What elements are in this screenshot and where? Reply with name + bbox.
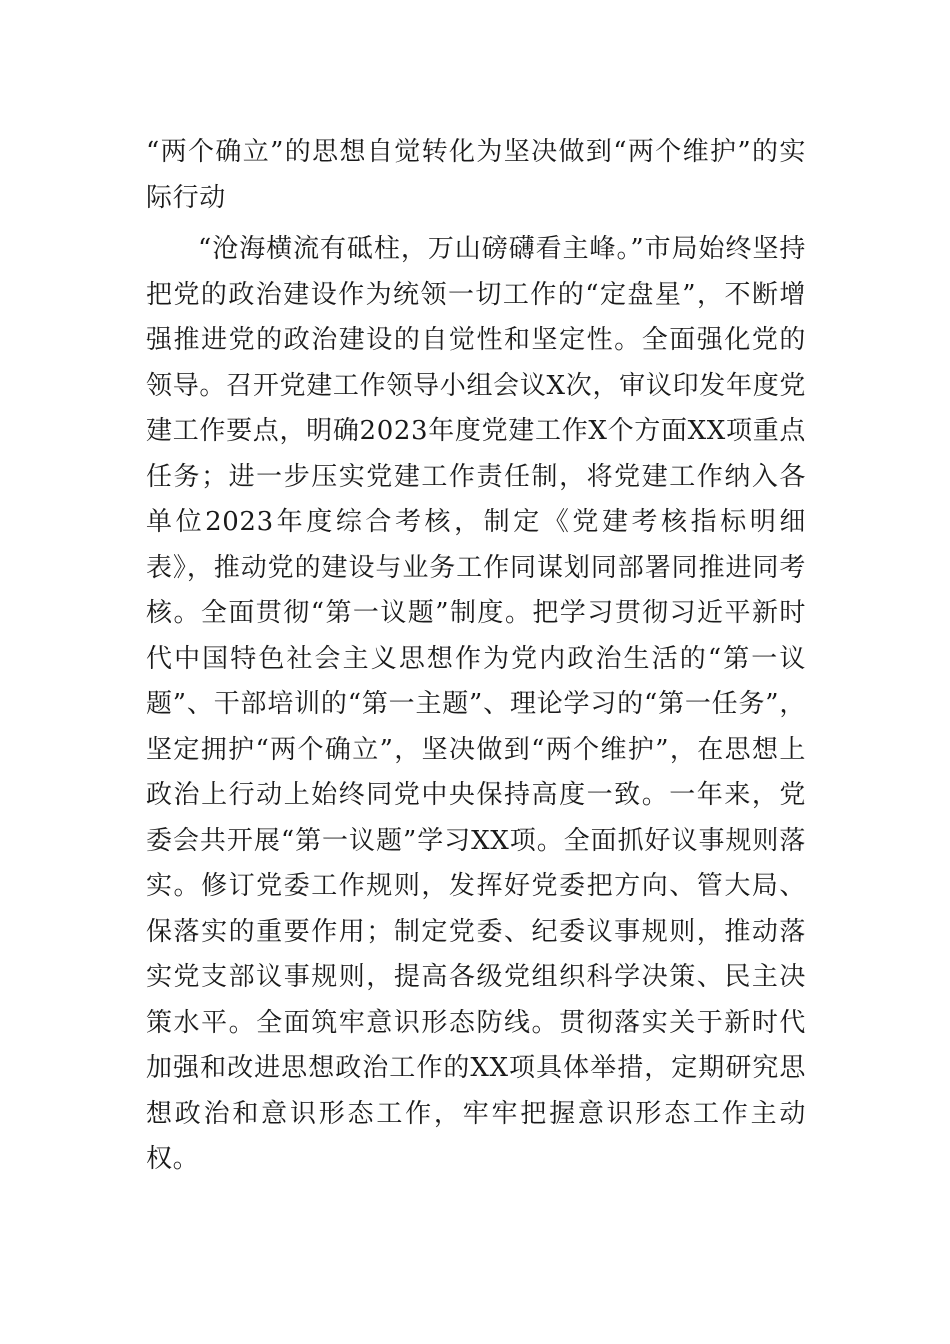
body-paragraph: “沧海横流有砥柱，万山磅礴看主峰。”市局始终坚持把党的政治建设作为统领一切工作的“定盘星”，不断增强推进党的政治建设的自觉性和坚定性。全面强化党的领导。召开党建工作领导小组会议X次，审议印发年度党建工作要点，明确2023年度党建工作X个方面XX项重点任务；进一步压实党建工作责任制，将党建工作纳入各单位2023年度综合考核，制定《党建考核指标明细表》，推动党的建设与业务工作同谋划同部署同推进同考核。全面贯彻“第一议题”制度。把学习贯彻习近平新时代中国特色社会主义思想作为党内政治生活的“第一议题”、干部培训的“第一主题”、理论学习的“第一任务”，坚定拥护“两个确立”，坚决做到“两个维护”，在思想上政治上行动上始终同党中央保持高度一致。一年来，党委会共开展“第一议题”学习XX项。全面抓好议事规则落实。修订党委工作规则，发挥好党委把方向、管大局、保落实的重要作用；制定党委、纪委议事规则，推动落实党支部议事规则，提高各级党组织科学决策、民主决策水平。全面筑牢意识形态防线。贯彻落实关于新时代加强和改进思想政治工作的XX项具体举措，定期研究思想政治和意识形态工作，牢牢把握意识形态工作主动权。 xyxy=(146,234,807,1174)
section-heading: “两个确立”的思想自觉转化为坚决做到“两个维护”的实际行动 xyxy=(146,137,806,213)
